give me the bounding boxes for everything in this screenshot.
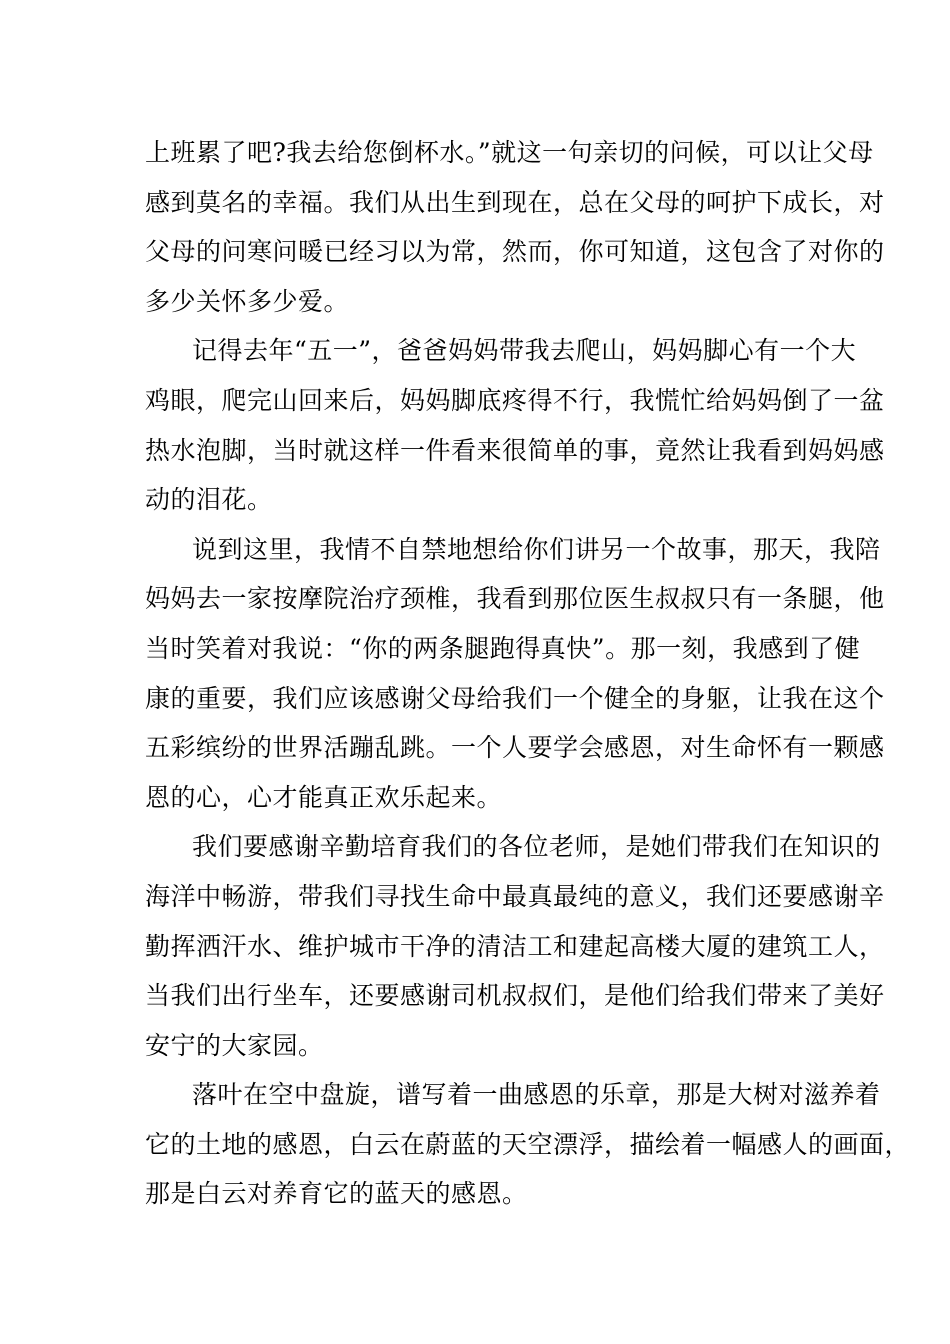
text-line: 热水泡脚，当时就这样一件看来很简单的事，竟然让我看到妈妈感 <box>145 435 885 465</box>
paragraph-1 <box>145 128 885 326</box>
text-line: 恩的心，心才能真正欢乐起来。 <box>145 782 503 812</box>
text-line: 它的土地的感恩，白云在蔚蓝的天空漂浮，描绘着一幅感人的画面， <box>145 1129 911 1159</box>
text-line: 鸡眼，爬完山回来后，妈妈脚底疼得不行，我慌忙给妈妈倒了一盆 <box>145 385 885 415</box>
paragraph-2 <box>145 326 885 524</box>
text-line: 妈妈去一家按摩院治疗颈椎，我看到那位医生叔叔只有一条腿，他 <box>145 584 885 614</box>
text-line: 落叶在空中盘旋，谱写着一曲感恩的乐章，那是大树对滋养着 <box>192 1080 881 1110</box>
text-line: 我们要感谢辛勤培育我们的各位老师，是她们带我们在知识的 <box>192 832 881 862</box>
text-line: 安宁的大家园。 <box>145 1030 324 1060</box>
text-line: 动的泪花。 <box>145 485 273 515</box>
text-line: 当时笑着对我说：“你的两条腿跑得真快”。那一刻，我感到了健 <box>145 633 861 663</box>
paragraph-5 <box>145 1070 911 1219</box>
text-line: 海洋中畅游，带我们寻找生命中最真最纯的意义，我们还要感谢辛 <box>145 881 885 911</box>
text-line: 上班累了吧?我去给您倒杯水。”就这一句亲切的问候，可以让父母 <box>145 138 874 167</box>
text-line: 康的重要，我们应该感谢父母给我们一个健全的身躯，让我在这个 <box>145 683 885 713</box>
text-line: 父母的问寒问暖已经习以为常，然而，你可知道，这包含了对你的 <box>145 237 885 267</box>
text-line: 感到莫名的幸福。我们从出生到现在，总在父母的呵护下成长，对 <box>145 187 885 217</box>
text-line: 多少关怀多少爱。 <box>145 286 350 316</box>
paragraph-4 <box>145 822 885 1070</box>
document-body <box>145 128 911 1219</box>
text-line: 五彩缤纷的世界活蹦乱跳。一个人要学会感恩，对生命怀有一颗感 <box>145 733 885 763</box>
text-line: 勤挥洒汗水、维护城市干净的清洁工和建起高楼大厦的建筑工人， <box>145 931 885 961</box>
text-line: 当我们出行坐车，还要感谢司机叔叔们，是他们给我们带来了美好 <box>145 981 885 1011</box>
text-line: 那是白云对养育它的蓝天的感恩。 <box>145 1179 528 1209</box>
text-line: 记得去年“五一”，爸爸妈妈带我去爬山，妈妈脚心有一个大 <box>192 336 857 366</box>
text-line: 说到这里，我情不自禁地想给你们讲另一个故事，那天，我陪 <box>192 534 881 564</box>
paragraph-3 <box>145 525 885 823</box>
